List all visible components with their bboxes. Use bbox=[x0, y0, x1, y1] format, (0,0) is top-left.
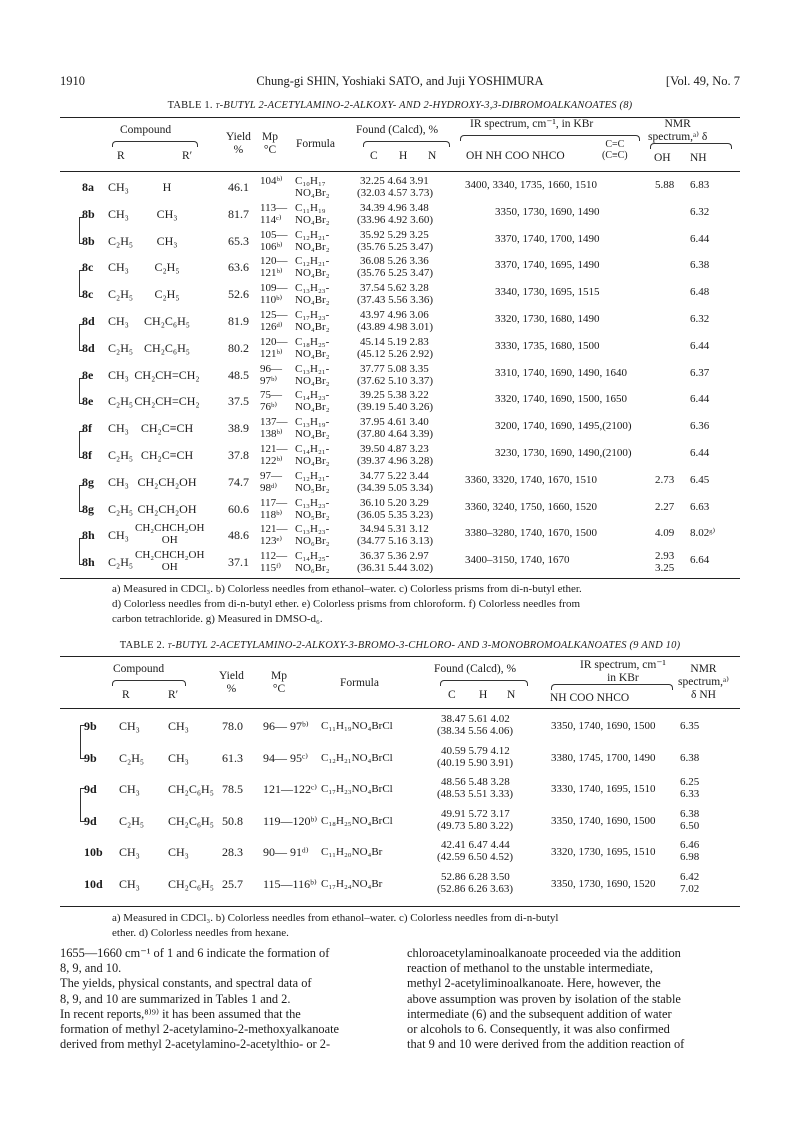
t1-row-formula: C₁₃H₂₃- NO₆Br₂ bbox=[295, 523, 330, 548]
t1-footnote-line: carbon tetrachloride. g) Measured in DMSO-d₆. bbox=[112, 613, 323, 625]
t2-row-nh: 6.38 bbox=[680, 751, 700, 764]
t1-row-calcd: (36.31 5.44 3.02) bbox=[357, 562, 434, 575]
volume-info: [Vol. 49, No. 7 bbox=[665, 74, 740, 88]
t1-row-formula: C₁₁H₁₉ NO₄Br₂ bbox=[295, 201, 330, 226]
t1-row-id: 8c bbox=[82, 260, 94, 275]
t1-head-formula: Formula bbox=[296, 138, 335, 150]
t2-row-r: C₂H₅ bbox=[119, 750, 145, 765]
t1-row-calcd: (39.19 5.40 3.26) bbox=[357, 401, 434, 414]
t1-row-r: C₂H₅ bbox=[108, 394, 134, 409]
t2-head-nmr: NMR spectrum,ᵃ⁾ δ NH bbox=[678, 663, 729, 701]
t1-row-ir: 3360, 3240, 1750, 1660, 1520 bbox=[465, 500, 597, 513]
t1-row-id: 8b bbox=[82, 233, 95, 248]
t1-row-found: 34.39 4.96 3.48 bbox=[360, 201, 429, 214]
t1-row-calcd: (32.03 4.57 3.73) bbox=[357, 187, 434, 199]
t1-head-r2: R′ bbox=[182, 150, 193, 162]
t1-row-found: 43.97 4.96 3.06 bbox=[360, 309, 429, 321]
t1-row-r2: CH₂CHCH₂OH OH bbox=[135, 522, 205, 547]
t2-row-calcd: (52.86 6.26 3.63) bbox=[437, 883, 514, 895]
t2-ir-overbrace bbox=[551, 684, 673, 690]
t1-row-r: CH₃ bbox=[108, 206, 129, 221]
t2-compound-overbrace bbox=[112, 680, 186, 686]
t2-row-formula: C₁₁H₁₉NO₄BrCl bbox=[321, 720, 393, 732]
t1-row-ir: 3200, 1740, 1690, 1495,(2100) bbox=[495, 420, 632, 433]
t1-row-formula: C₁₇H₂₃- NO₄Br₂ bbox=[295, 309, 330, 333]
t1-group-brace bbox=[79, 217, 84, 244]
t1-row-r: CH₃ bbox=[108, 421, 129, 436]
t1-row-yield: 60.6 bbox=[228, 501, 249, 516]
t2-row-mp: 119—120ᵇ⁾ bbox=[263, 813, 318, 828]
t2-row-calcd: (49.73 5.80 3.22) bbox=[437, 819, 514, 832]
t1-row-r: C₂H₅ bbox=[108, 501, 134, 516]
body-left-line: 1655—1660 cm⁻¹ of 1 and 6 indicate the formation of bbox=[60, 946, 330, 960]
t1-row-ir: 3370, 1740, 1695, 1490 bbox=[495, 259, 600, 272]
t1-row-found: 45.14 5.19 2.83 bbox=[360, 335, 429, 348]
t1-row-formula: C₁₂H₂₁- NO₄Br₂ bbox=[295, 255, 330, 280]
t1-row-formula: C₁₈H₂₅- NO₄Br₂ bbox=[295, 335, 330, 360]
t1-row-found: 35.92 5.29 3.25 bbox=[360, 228, 429, 241]
t2-row-found: 42.41 6.47 4.44 bbox=[441, 839, 510, 852]
body-right-line: chloroacetylaminoalkanoate proceeded via the addition bbox=[407, 946, 681, 960]
t1-row-calcd: (43.89 4.98 3.01) bbox=[357, 321, 434, 333]
t1-head-yield: Yield % bbox=[226, 131, 251, 156]
t1-row-found: 36.10 5.20 3.29 bbox=[360, 496, 429, 509]
t1-row-r: C₂H₅ bbox=[108, 340, 134, 355]
t2-row-r2: CH₂C₆H₅ bbox=[168, 877, 214, 891]
body-left-line: 8, 9, and 10. bbox=[60, 961, 122, 976]
t2-row-found: 48.56 5.48 3.28 bbox=[441, 776, 510, 789]
t2-row-formula: C₁₇H₂₄NO₄Br bbox=[321, 878, 383, 890]
t1-row-calcd: (35.76 5.25 3.47) bbox=[357, 240, 434, 253]
t2-row-formula: C₁₁H₂₀NO₄Br bbox=[321, 846, 383, 859]
body-right-line: intermediate (6) and the subsequent addition of water bbox=[407, 1006, 672, 1021]
t1-row-r2: CH₂C₆H₅ bbox=[144, 340, 190, 355]
t1-group-brace bbox=[79, 538, 84, 565]
t1-row-found: 36.08 5.26 3.36 bbox=[360, 255, 429, 268]
body-left-line: formation of methyl 2-acetylamino-2-methoxyalkanoate bbox=[60, 1022, 340, 1036]
t1-row-mp: 113— 114ᶜ⁾ bbox=[260, 201, 288, 226]
t2-row-id: 10b bbox=[84, 845, 103, 860]
t1-row-ir: 3370, 1740, 1700, 1490 bbox=[495, 232, 600, 245]
t1-row-mp: 75— 76ᵇ⁾ bbox=[260, 389, 282, 414]
t2-row-mp: 121—122ᶜ⁾ bbox=[263, 782, 318, 797]
t1-row-id: 8g bbox=[82, 501, 94, 516]
t1-row-nh: 6.83 bbox=[690, 179, 710, 191]
t2-row-yield: 78.0 bbox=[222, 719, 243, 733]
t2-row-id: 9d bbox=[84, 813, 97, 828]
t1-row-mp: 120— 121ᵇ⁾ bbox=[260, 335, 288, 360]
t1-head-oh: OH bbox=[654, 152, 671, 164]
t1-row-id: 8e bbox=[82, 394, 94, 409]
t2-row-r2: CH₂C₆H₅ bbox=[168, 813, 214, 828]
t1-row-found: 39.50 4.87 3.23 bbox=[360, 443, 429, 455]
t2-head-formula: Formula bbox=[340, 677, 379, 689]
t2-head-h: H bbox=[479, 689, 488, 701]
t2-row-ir: 3380, 1745, 1700, 1490 bbox=[551, 751, 656, 764]
t1-head-c: C bbox=[370, 150, 378, 162]
t1-row-r: C₂H₅ bbox=[108, 287, 134, 302]
t1-head-found: Found (Calcd), % bbox=[356, 124, 439, 136]
t2-found-overbrace bbox=[440, 680, 528, 686]
t1-row-yield: 63.6 bbox=[228, 260, 249, 275]
t1-row-id: 8c bbox=[82, 287, 94, 302]
t1-footnote-line: d) Colorless needles from di-n-butyl ether. e) Colorless prisms from chloroform. f) Colorless needles from bbox=[112, 598, 581, 610]
t1-row-nh: 6.48 bbox=[690, 286, 710, 299]
t1-row-r: CH₃ bbox=[108, 260, 129, 275]
t1-row-yield: 48.6 bbox=[228, 528, 249, 543]
body-left-line: The yields, physical constants, and spectral data of bbox=[60, 976, 312, 991]
t1-row-calcd: (37.62 5.10 3.37) bbox=[357, 374, 434, 387]
t1-row-calcd: (34.77 5.16 3.13) bbox=[357, 535, 434, 548]
t2-head-n: N bbox=[507, 689, 516, 701]
t1-row-yield: 65.3 bbox=[228, 233, 249, 248]
t1-row-mp: 112— 115ᶠ⁾ bbox=[260, 550, 288, 575]
t1-row-yield: 37.5 bbox=[228, 394, 249, 409]
body-left-line: 8, 9, and 10 are summarized in Tables 1 and 2. bbox=[60, 991, 291, 1006]
table1-label: TABLE 1. bbox=[167, 100, 213, 111]
t2-head-compound: Compound bbox=[113, 663, 165, 675]
t2-row-r: C₂H₅ bbox=[119, 813, 145, 828]
body-left-line: In recent reports,⁸⁾⁹⁾ it has been assumed that the bbox=[60, 1006, 301, 1021]
t1-head-r: R bbox=[117, 150, 125, 162]
t1-row-r: CH₃ bbox=[108, 474, 129, 489]
t2-head-mp: Mp °C bbox=[271, 670, 287, 695]
t1-row-nh: 6.64 bbox=[690, 554, 710, 567]
t1-row-r2: CH₂CH=CH₂ bbox=[134, 394, 200, 409]
t1-row-ir: 3360, 3320, 1740, 1670, 1510 bbox=[465, 473, 597, 486]
t2-row-nh: 6.42 7.02 bbox=[680, 871, 700, 895]
t1-row-r2: CH₂CH=CH₂ bbox=[134, 367, 200, 382]
t1-group-brace bbox=[79, 485, 84, 512]
t1-head-ir: IR spectrum, cm⁻¹, in KBr bbox=[470, 118, 594, 130]
t2-footnote-line: a) Measured in CDCl₃. b) Colorless needles from ethanol–water. c) Colorless needles from di-n-butyl bbox=[112, 912, 559, 924]
t2-row-r: CH₃ bbox=[119, 719, 140, 733]
t1-row-mp: 120— 121ᵇ⁾ bbox=[260, 255, 288, 280]
t1-head-h: H bbox=[399, 150, 408, 162]
t1-nmr-overbrace bbox=[650, 143, 732, 149]
t1-row-r: CH₃ bbox=[108, 314, 129, 328]
t1-row-r: CH₃ bbox=[108, 528, 129, 543]
table1-caption bbox=[60, 100, 740, 111]
t1-row-found: 39.25 5.38 3.22 bbox=[360, 389, 429, 402]
t1-row-formula: C₁₃H₂₃- NO₅Br₂ bbox=[295, 496, 330, 521]
t1-row-calcd: (36.05 5.35 3.23) bbox=[357, 508, 434, 521]
table2-header-rule bbox=[60, 708, 740, 709]
t1-row-yield: 80.2 bbox=[228, 340, 249, 355]
t1-row-nh: 6.32 bbox=[690, 313, 710, 325]
t2-row-r: CH₃ bbox=[119, 845, 140, 860]
t1-row-mp: 125— 126ᵈ⁾ bbox=[260, 309, 288, 333]
t2-row-id: 9d bbox=[84, 782, 97, 797]
t1-row-found: 34.77 5.22 3.44 bbox=[360, 469, 429, 482]
t1-row-found: 37.95 4.61 3.40 bbox=[360, 416, 429, 429]
t1-row-yield: 37.1 bbox=[228, 555, 249, 570]
t1-row-nh: 6.44 bbox=[690, 447, 710, 459]
body-right-line: that 9 and 10 were derived from the addition reaction of bbox=[407, 1037, 685, 1052]
t2-row-formula: C₁₇H₂₃NO₄BrCl bbox=[321, 783, 393, 796]
t2-row-formula: C₁₂H₂₁NO₄BrCl bbox=[321, 751, 393, 764]
t1-row-yield: 81.7 bbox=[228, 206, 249, 221]
t1-row-mp: 104ᵇ⁾ bbox=[260, 175, 283, 187]
t1-row-ir: 3230, 1730, 1690, 1490,(2100) bbox=[495, 447, 632, 459]
t1-compound-overbrace bbox=[112, 141, 198, 147]
t1-row-r2: CH₃ bbox=[156, 233, 178, 248]
table2-bottom-rule bbox=[60, 906, 740, 907]
t1-row-ir: 3400–3150, 1740, 1670 bbox=[465, 554, 570, 567]
t1-row-r: CH₃ bbox=[108, 367, 129, 382]
t2-row-found: 49.91 5.72 3.17 bbox=[441, 807, 510, 820]
t1-row-r2: H bbox=[162, 180, 172, 194]
t1-row-id: 8f bbox=[82, 421, 92, 436]
t2-row-r2: CH₃ bbox=[168, 845, 189, 860]
t2-row-nh: 6.25 6.33 bbox=[680, 776, 700, 801]
t1-row-nh: 6.36 bbox=[690, 420, 710, 433]
t2-row-formula: C₁₈H₂₅NO₄BrCl bbox=[321, 814, 393, 827]
t1-row-r2: CH₂C≡CH bbox=[140, 448, 194, 462]
t1-row-mp: 96— 97ᵇ⁾ bbox=[260, 362, 282, 387]
table1-bottom-rule bbox=[60, 578, 740, 579]
t1-head-nmr: NMR spectrum,ᵃ⁾ δ bbox=[648, 118, 708, 143]
t1-row-ir: 3310, 1740, 1690, 1490, 1640 bbox=[495, 366, 627, 379]
t1-row-nh: 6.44 bbox=[690, 339, 710, 352]
t1-row-nh: 6.44 bbox=[690, 232, 710, 245]
t1-row-r2: CH₂C₆H₅ bbox=[144, 314, 190, 328]
t1-row-r2: CH₂CHCH₂OH OH bbox=[135, 549, 205, 574]
t1-row-ir: 3330, 1735, 1680, 1500 bbox=[495, 339, 600, 352]
t2-row-yield: 25.7 bbox=[222, 877, 243, 891]
t1-row-r: C₂H₅ bbox=[108, 555, 134, 570]
t1-found-overbrace bbox=[363, 141, 450, 147]
t2-row-id: 9b bbox=[84, 750, 97, 765]
t1-row-nh: 6.37 bbox=[690, 366, 710, 379]
t2-head-r2: R′ bbox=[168, 689, 179, 701]
t1-row-id: 8d bbox=[82, 340, 95, 355]
body-right-line: reaction of methanol to the unstable intermediate, bbox=[407, 961, 654, 976]
t2-head-r: R bbox=[122, 689, 130, 701]
t1-row-nh: 6.44 bbox=[690, 393, 710, 406]
t2-row-r2: CH₂C₆H₅ bbox=[168, 782, 214, 797]
t1-row-formula: C₁₃H₂₃- NO₄Br₂ bbox=[295, 282, 330, 307]
body-right-line: methyl 2-acetyliminoalkanoate. Here, however, the bbox=[407, 976, 661, 991]
t1-row-yield: 48.5 bbox=[228, 367, 249, 382]
t2-row-yield: 28.3 bbox=[222, 845, 243, 860]
t1-row-found: 36.37 5.36 2.97 bbox=[360, 550, 429, 563]
page-number: 1910 bbox=[60, 74, 85, 88]
t1-head-mp: Mp °C bbox=[262, 131, 278, 156]
t2-row-mp: 96— 97ᵇ⁾ bbox=[263, 719, 309, 733]
t1-row-formula: C₁₃H₁₉- NO₄Br₂ bbox=[295, 416, 330, 441]
t1-row-r2: CH₂CH₂OH bbox=[137, 474, 197, 489]
t1-row-ir: 3320, 1740, 1690, 1500, 1650 bbox=[495, 393, 627, 406]
t2-row-mp: 115—116ᵇ⁾ bbox=[263, 877, 317, 891]
t1-group-brace bbox=[79, 270, 84, 297]
t2-row-found: 52.86 6.28 3.50 bbox=[441, 871, 510, 883]
t1-row-id: 8f bbox=[82, 448, 92, 462]
t1-row-r2: CH₃ bbox=[156, 206, 178, 221]
table2-label: TABLE 2. bbox=[119, 640, 165, 651]
t2-row-mp: 94— 95ᶜ⁾ bbox=[263, 750, 309, 765]
t2-row-yield: 61.3 bbox=[222, 750, 243, 765]
t1-row-id: 8b bbox=[82, 206, 95, 221]
t1-head-compound: Compound bbox=[120, 124, 172, 136]
t2-row-calcd: (42.59 6.50 4.52) bbox=[437, 851, 514, 864]
t1-row-calcd: (45.12 5.26 2.92) bbox=[357, 347, 434, 360]
t1-row-nh: 6.32 bbox=[690, 205, 710, 218]
t1-row-mp: 137— 138ᵇ⁾ bbox=[260, 416, 288, 441]
t2-row-ir: 3330, 1740, 1695, 1510 bbox=[551, 783, 656, 796]
t1-row-oh: 2.93 3.25 bbox=[655, 550, 675, 575]
t2-row-ir: 3350, 1740, 1690, 1500 bbox=[551, 814, 656, 827]
body-left-line: derived from methyl 2-acetylamino-2-acetylthio- or 2- bbox=[60, 1037, 331, 1052]
table2-top-rule bbox=[60, 656, 740, 657]
body-right-line: or alcohols to 6. Consequently, it was also confirmed bbox=[407, 1022, 670, 1036]
t1-row-formula: C₁₄H₂₃- NO₄Br₂ bbox=[295, 389, 330, 414]
t2-row-nh: 6.38 6.50 bbox=[680, 807, 700, 832]
t1-row-id: 8h bbox=[82, 528, 95, 543]
t1-head-n: N bbox=[428, 150, 437, 162]
t1-row-yield: 37.8 bbox=[228, 448, 249, 462]
t1-row-yield: 38.9 bbox=[228, 421, 249, 436]
t2-row-calcd: (38.34 5.56 4.06) bbox=[437, 725, 514, 737]
t1-row-found: 34.94 5.31 3.12 bbox=[360, 523, 429, 536]
t1-row-calcd: (35.76 5.25 3.47) bbox=[357, 267, 434, 280]
t2-head-found: Found (Calcd), % bbox=[434, 663, 517, 675]
t1-row-calcd: (33.96 4.92 3.60) bbox=[357, 213, 434, 226]
t1-row-id: 8g bbox=[82, 474, 94, 489]
t2-row-r2: CH₃ bbox=[168, 750, 189, 765]
t2-row-r: CH₃ bbox=[119, 782, 140, 797]
t2-row-nh: 6.35 bbox=[680, 720, 700, 732]
t1-row-yield: 52.6 bbox=[228, 287, 249, 302]
t2-group-brace bbox=[80, 725, 85, 759]
t2-row-id: 10d bbox=[84, 877, 103, 891]
t1-row-ir: 3350, 1730, 1690, 1490 bbox=[495, 205, 600, 218]
t1-row-id: 8a bbox=[82, 180, 94, 194]
t1-row-id: 8e bbox=[82, 367, 94, 382]
t1-row-calcd: (34.39 5.05 3.34) bbox=[357, 481, 434, 494]
t1-row-mp: 121— 123ᵉ⁾ bbox=[260, 523, 288, 548]
t1-row-formula: C₁₄H₂₁- NO₄Br₂ bbox=[295, 443, 330, 467]
t2-head-ir: IR spectrum, cm⁻¹ in KBr bbox=[580, 659, 666, 684]
t1-row-oh: 4.09 bbox=[655, 527, 675, 540]
t2-row-found: 38.47 5.61 4.02 bbox=[441, 713, 510, 725]
t1-row-yield: 74.7 bbox=[228, 474, 249, 489]
t1-row-ir: 3340, 1730, 1695, 1515 bbox=[495, 286, 600, 299]
t2-row-calcd: (40.19 5.90 3.91) bbox=[437, 756, 514, 769]
t1-group-brace bbox=[79, 324, 84, 351]
body-right-line: above assumption was proven by isolation of the stable bbox=[407, 991, 681, 1006]
table1-header-rule bbox=[60, 171, 740, 172]
t1-row-mp: 109— 110ᵇ⁾ bbox=[260, 282, 288, 307]
t2-row-ir: 3320, 1730, 1695, 1510 bbox=[551, 846, 656, 859]
t1-row-ir: 3400, 3340, 1735, 1660, 1510 bbox=[465, 179, 597, 191]
table1-top-rule bbox=[60, 117, 740, 118]
t2-group-brace bbox=[80, 788, 85, 822]
t2-footnote-line: ether. d) Colorless needles from hexane. bbox=[112, 927, 289, 939]
t1-row-found: 37.77 5.08 3.35 bbox=[360, 362, 429, 375]
t1-row-formula: C₁₂H₂₁- NO₄Br₂ bbox=[295, 228, 330, 253]
t1-head-cc: C=C (C≡C) bbox=[602, 139, 628, 161]
t2-row-r2: CH₃ bbox=[168, 719, 189, 733]
t1-row-nh: 8.02ᵍ⁾ bbox=[690, 527, 716, 540]
t2-row-calcd: (48.53 5.51 3.33) bbox=[437, 788, 514, 801]
t1-row-mp: 121— 122ᵇ⁾ bbox=[260, 443, 288, 467]
t2-row-ir: 3350, 1730, 1690, 1520 bbox=[551, 878, 656, 890]
t2-row-r: CH₃ bbox=[119, 877, 140, 891]
t1-row-r: C₂H₅ bbox=[108, 448, 134, 462]
t1-row-formula: C₁₄H₂₅- NO₆Br₂ bbox=[295, 550, 330, 575]
running-title: Chung-gi SHIN, Yoshiaki SATO, and Juji YOSHIMURA bbox=[256, 74, 544, 88]
t2-row-yield: 50.8 bbox=[222, 813, 243, 828]
t1-row-r: CH₃ bbox=[108, 180, 129, 194]
t1-row-id: 8h bbox=[82, 555, 95, 570]
t2-head-c: C bbox=[448, 689, 456, 701]
t1-row-ir: 3380–3280, 1740, 1670, 1500 bbox=[465, 527, 597, 540]
t2-row-yield: 78.5 bbox=[222, 782, 243, 797]
t1-row-r2: C₂H₅ bbox=[154, 287, 180, 302]
t1-row-oh: 5.88 bbox=[655, 179, 675, 191]
t2-head-yield: Yield % bbox=[219, 670, 244, 695]
t1-row-nh: 6.45 bbox=[690, 473, 710, 486]
t1-group-brace bbox=[79, 431, 84, 458]
t1-row-calcd: (39.37 4.96 3.28) bbox=[357, 455, 434, 467]
t2-row-found: 40.59 5.79 4.12 bbox=[441, 744, 510, 757]
t1-row-oh: 2.27 bbox=[655, 500, 675, 513]
t1-row-mp: 105— 106ᵇ⁾ bbox=[260, 228, 288, 253]
t1-row-mp: 97— 98ᵈ⁾ bbox=[260, 469, 282, 494]
t1-row-formula: C₁₀H₁₇ NO₄Br₂ bbox=[295, 175, 330, 199]
t1-row-found: 32.25 4.64 3.91 bbox=[360, 175, 429, 187]
t1-row-oh: 2.73 bbox=[655, 473, 675, 486]
t1-row-nh: 6.38 bbox=[690, 259, 710, 272]
table1-title: t-BUTYL 2-ACETYLAMINO-2-ALKOXY- AND 2-HYDROXY-3,3-DIBROMOALKANOATES (8) bbox=[215, 100, 633, 111]
t1-row-r: C₂H₅ bbox=[108, 233, 134, 248]
t1-head-nh: NH bbox=[690, 152, 707, 164]
t1-row-formula: C₁₂H₂₁- NO₅Br₂ bbox=[295, 469, 330, 494]
t1-row-nh: 6.63 bbox=[690, 500, 710, 513]
t1-footnote-line: a) Measured in CDCl₃. b) Colorless needles from ethanol–water. c) Colorless prisms from di-n-butyl ether. bbox=[112, 583, 582, 595]
t1-row-r2: CH₂CH₂OH bbox=[137, 501, 197, 516]
table2-title: t-BUTYL 2-ACETYLAMINO-2-ALKOXY-3-BROMO-3-CHLORO- AND 3-MONOBROMOALKANOATES (9 AND 10) bbox=[167, 640, 681, 651]
t1-row-mp: 117— 118ᵇ⁾ bbox=[260, 496, 288, 521]
t1-row-r2: CH₂C≡CH bbox=[140, 421, 194, 436]
t1-row-found: 37.54 5.62 3.28 bbox=[360, 282, 429, 295]
t1-row-ir: 3320, 1730, 1680, 1490 bbox=[495, 313, 600, 325]
t1-row-formula: C₁₃H₂₁- NO₄Br₂ bbox=[295, 362, 330, 387]
table2-caption bbox=[60, 640, 740, 651]
t2-row-mp: 90— 91ᵈ⁾ bbox=[263, 845, 309, 860]
t1-row-yield: 81.9 bbox=[228, 314, 249, 328]
t2-row-id: 9b bbox=[84, 719, 97, 733]
t1-row-calcd: (37.43 5.56 3.36) bbox=[357, 294, 434, 307]
t1-group-brace bbox=[79, 378, 84, 405]
t2-row-nh: 6.46 6.98 bbox=[680, 839, 700, 864]
t1-row-calcd: (37.80 4.64 3.39) bbox=[357, 428, 434, 441]
t2-row-ir: 3350, 1740, 1690, 1500 bbox=[551, 720, 656, 732]
t1-row-r2: C₂H₅ bbox=[154, 260, 180, 275]
t1-head-ir-cols: OH NH COO NHCO bbox=[466, 150, 565, 162]
t2-head-ir-cols: NH COO NHCO bbox=[550, 692, 630, 704]
t1-row-id: 8d bbox=[82, 314, 95, 328]
t1-row-yield: 46.1 bbox=[228, 180, 249, 194]
